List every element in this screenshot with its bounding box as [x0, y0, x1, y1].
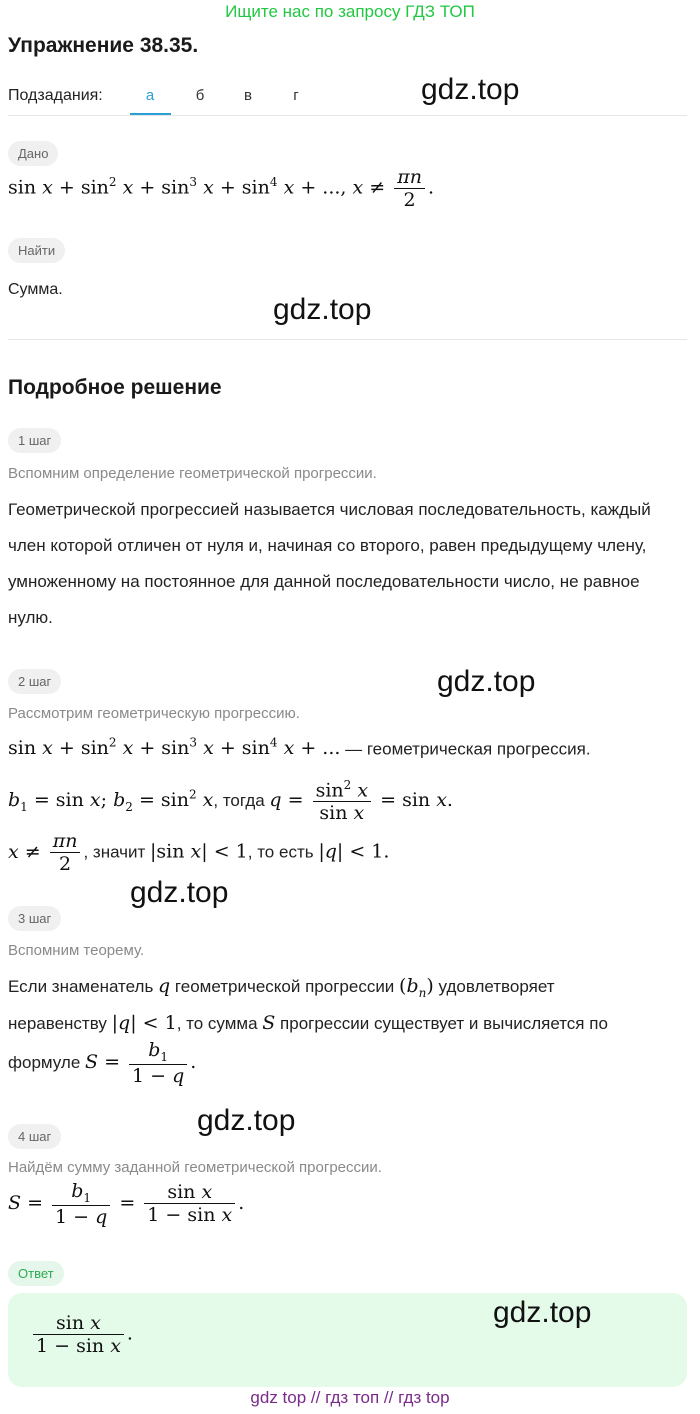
watermark: gdz.top [273, 293, 372, 326]
step-3-badge: 3 шаг [8, 906, 61, 931]
step-2-badge: 2 шаг [8, 669, 61, 694]
step-3-hint: Вспомним теорему. [8, 942, 145, 959]
watermark: gdz.top [493, 1296, 592, 1329]
footer-links: gdz top // гдз топ // гдз top [250, 1388, 450, 1407]
step-4-formula: S = $\frac{b_1}{1 - q}$ = $\frac{\text{sin x}}{\text{1 − sin x}}$ . [8, 1180, 245, 1228]
given-expression: $\sin x + \sin^2 x + \sin^3 x + \sin^4 x$ + ..., x ≠ $\frac{\pi n}{2}$ . [8, 166, 435, 211]
search-banner: Ищите нас по запросу ГДЗ ТОП [225, 2, 475, 21]
find-badge: Найти [8, 238, 65, 263]
step-2-line-1-text: — геометрическая прогрессия. [340, 739, 591, 759]
step-2-hint: Рассмотрим геометрическую прогрессию. [8, 705, 300, 722]
step-2-line-3: x ≠ $\frac{\pi n}{2}$ , значит |sin x| < 1, то есть |q| < 1. [8, 830, 390, 875]
divider [8, 115, 687, 116]
solution-title: Подробное решение [8, 376, 222, 399]
step-3-line-1: Если знаменатель q геометрической прогрессии $(b_n)$ удовлетворяет [8, 975, 555, 1000]
step-1-text: Геометрической прогрессией называется числовая последовательность, каждый член которой отличен от нуля и, начиная со второго, равен предыдущему члену, умноженному на постоянное для данной последовательности число, не равное нулю. [8, 500, 651, 627]
step-4-badge: 4 шаг [8, 1124, 61, 1149]
tab-v[interactable]: в [244, 87, 252, 104]
watermark: gdz.top [197, 1104, 296, 1137]
tab-b[interactable]: б [195, 87, 205, 104]
answer-formula: $\frac{\text{sin x}}{\text{1 − sin x}}$ . [30, 1312, 133, 1357]
answer-badge: Ответ [8, 1261, 64, 1286]
tab-g[interactable]: г [293, 87, 299, 104]
watermark: gdz.top [130, 876, 229, 909]
step-2-line-1: $\sin x + \sin^2 x + \sin^3 x + \sin^4 x$ + ... — геометрическая прогрессия. [8, 736, 591, 760]
tab-a[interactable]: а [145, 87, 155, 104]
step-3-line-3: формуле S = $\frac{b_1}{1 - q}$ . [8, 1039, 197, 1087]
given-badge: Дано [8, 141, 58, 166]
watermark: gdz.top [421, 73, 520, 106]
subtasks-label: Подзадания: [8, 87, 103, 104]
step-1-badge: 1 шаг [8, 428, 61, 453]
step-4-hint: Найдём сумму заданной геометрической прогрессии. [8, 1159, 382, 1176]
step-2-line-2: $b_1 = \sin x$; $b_2 = \sin^2 x$, тогда q = $\frac{\sin^2 x}{\text{sin x}}$ = sin x. [8, 778, 453, 825]
step-1-hint: Вспомним определение геометрической прогрессии. [8, 465, 377, 482]
find-text: Сумма. [8, 281, 63, 298]
divider [8, 339, 687, 340]
page-title: Упражнение 38.35. [8, 34, 199, 57]
step-3-line-2: неравенству |q| < 1, то сумма S прогрессии существует и вычисляется по [8, 1012, 608, 1034]
watermark: gdz.top [437, 665, 536, 698]
